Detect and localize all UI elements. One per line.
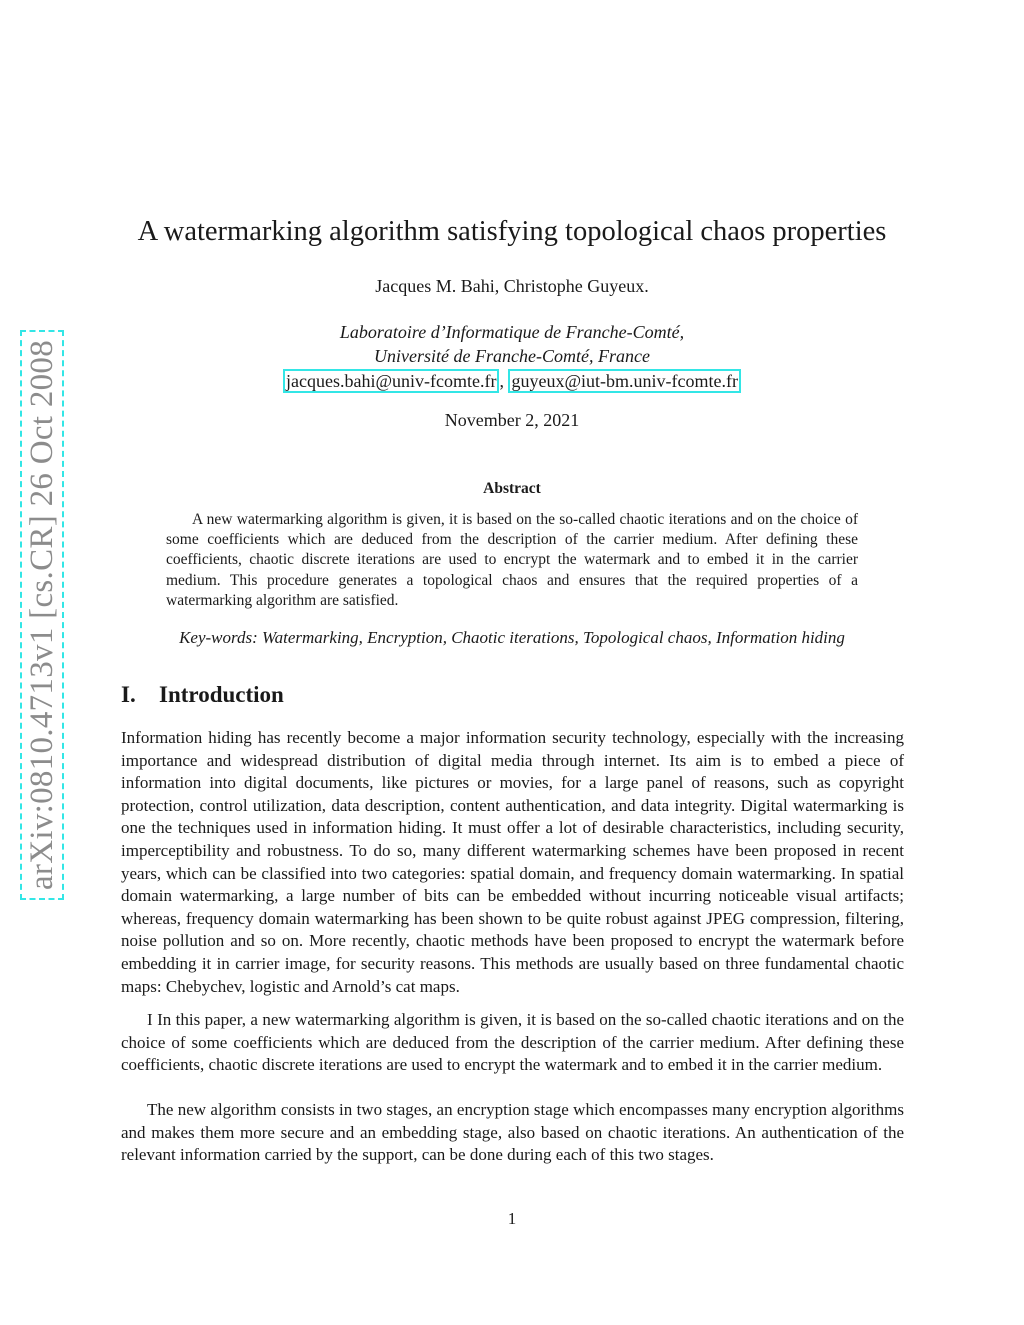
intro-paragraph-3: The new algorithm consists in two stages, an encryption stage which encompasses many encryption algorithms and makes them more secure and an embedding stage, also based on chaotic iterations. An authentication of the relevant information carried by the support, can be done during each of this two stages. [121,1100,904,1165]
affiliation-line-2: Université de Franche-Comté, France [374,346,650,366]
affiliation-line-1: Laboratoire d’Informatique de Franche-Comté, [339,322,685,342]
email-link-guyeux[interactable]: guyeux@iut-bm.univ-fcomte.fr [508,369,741,393]
abstract-heading: Abstract [483,480,541,497]
intro-paragraph-1: Information hiding has recently become a major information security technology, especially with the increasing importance and widespread distribution of digital media through internet. Its aim is to embed a piece of information into digital documents, like pictures or movies, for a large panel of reasons, such as copyright protection, control utilization, data description, content authentication, and data integrity. Digital watermarking is one the techniques used in information hiding. It must offer a lot of desirable characteristics, including security, imperceptibility and robustness. To do so, many different watermarking schemes have been proposed in recent years, which can be classified into two categories: spatial domain, and frequency domain watermarking. In spatial domain watermarking, a large number of bits can be embedded without incurring noticeable visual artifacts; whereas, frequency domain watermarking has been shown to be quite robust against JPEG compression, filtering, noise pollution and so on. More recently, chaotic methods have been proposed to encrypt the watermark before embedding it in carrier image, for security reasons. This methods are usually based on three fundamental chaotic maps: Chebychev, logistic and Arnold’s cat maps. [121,728,904,996]
paper-title: A watermarking algorithm satisfying topological chaos properties [137,216,887,247]
date: November 2, 2021 [444,410,580,430]
intro-paragraph-2: I In this paper, a new watermarking algorithm is given, it is based on the so-called chaotic iterations and on the choice of some coefficients which are deduced from the description of the carrier medium. After defining these coefficients, chaotic discrete iterations are used to encrypt the watermark and to embed it in the carrier medium. [121,1010,904,1075]
authors: Jacques M. Bahi, Christophe Guyeux. [375,276,649,296]
email-line [0,368,1024,394]
abstract-text: A new watermarking algorithm is given, it is based on the so-called chaotic iterations and on the choice of some coefficients which are deduced from the description of the carrier medium. After defining these coefficients, chaotic discrete iterations are used to encrypt the watermark and to embed it in the carrier medium. This procedure generates a topological chaos and ensures that the required properties of a watermarking algorithm are satisfied. [166,511,858,609]
section-title: Introduction [159,682,284,707]
email-link-bahi[interactable]: jacques.bahi@univ-fcomte.fr [283,369,500,393]
section-heading [121,680,284,710]
email-separator: , [499,371,504,391]
arxiv-stamp[interactable]: arXiv:0810.4713v1 [cs.CR] 26 Oct 2008 [24,339,60,891]
keywords: Key-words: Watermarking, Encryption, Chaotic iterations, Topological chaos, Information hiding [179,628,845,647]
page-number: 1 [507,1209,517,1228]
section-number: I. [121,682,136,707]
